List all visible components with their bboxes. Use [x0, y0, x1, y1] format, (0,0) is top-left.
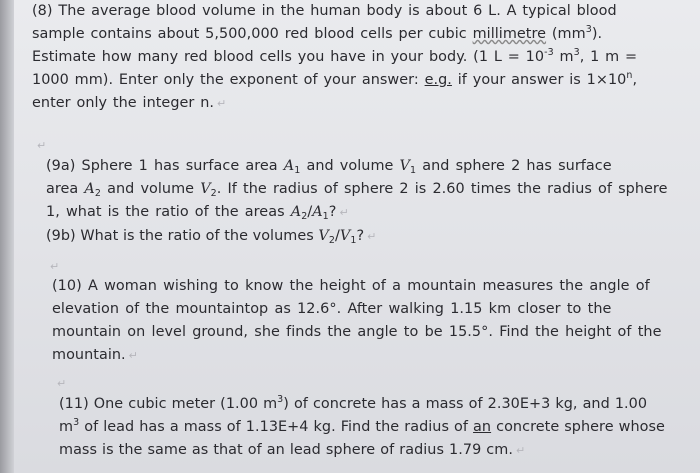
question-11-line-1: (11) One cubic meter (1.00 $m^3$) of concrete has a mass of 2.30E+3 kg, and 1.00	[59, 394, 648, 412]
question-11-line-2: $m^3$ of lead has a mass of 1.13E+4 kg. Find the radius of an concrete sphere whose	[59, 417, 665, 435]
question-8-line-3: Estimate how many red blood cells you have in your body. (1 $L = 10^{-3}$ $m^3$, 1 m =	[32, 47, 638, 65]
question-8-line-5: enter only the integer n. ↵	[32, 92, 637, 115]
page-left-edge-shadow	[0, 0, 14, 473]
question-8-line-4: 1000 mm). Enter only the exponent of your answer: e.g. if your answer is $1\times 10^n$,	[32, 70, 638, 88]
return-mark-icon: ↵	[50, 260, 60, 273]
question-9a-line-2: area $A_2$ and volume $V_2$. If the radius of sphere 2 is 2.60 times the radius of sphere	[46, 181, 668, 199]
question-9b-line-1: (9b) What is the ratio of the volumes $V_2/V_1$? ↵	[46, 225, 376, 248]
question-8-line-1: (8) The average blood volume in the human body is about 6 L. A typical blood	[32, 3, 617, 19]
question-11	[59, 393, 665, 462]
question-8-line-2: sample contains about 5,500,000 red blood cells per cubic millimetre $(mm^3)$.	[32, 24, 603, 42]
question-10-line-2: elevation of the mountaintop as 12.6°. After walking 1.15 km closer to the	[52, 301, 612, 317]
paragraph-mark-icon: ↵	[128, 349, 138, 362]
paragraph-mark-icon: ↵	[515, 444, 526, 457]
question-9a	[46, 155, 668, 224]
question-10-line-1: (10) A woman wishing to know the height of a mountain measures the angle of	[52, 278, 650, 294]
question-10	[52, 275, 661, 367]
question-10-line-4: mountain. ↵	[52, 344, 661, 367]
return-mark-icon: ↵	[57, 377, 67, 390]
question-11-line-3: mass is the same as that of an lead sphere of radius 1.79 cm. ↵	[59, 439, 665, 462]
return-mark-icon: ↵	[37, 139, 47, 152]
paragraph-mark-icon: ↵	[217, 97, 227, 110]
question-8	[32, 0, 637, 115]
question-10-line-3: mountain on level ground, she finds the angle to be 15.5°. Find the height of the	[52, 324, 662, 340]
paragraph-mark-icon: ↵	[367, 230, 377, 243]
question-9a-line-1: (9a) Sphere 1 has surface area $A_1$ and volume $V_1$ and sphere 2 has surface	[46, 158, 612, 176]
paragraph-mark-icon: ↵	[339, 206, 349, 219]
question-9b	[46, 225, 376, 248]
question-9a-line-3: 1, what is the ratio of the areas $A_2/A_1$? ↵	[46, 201, 668, 224]
